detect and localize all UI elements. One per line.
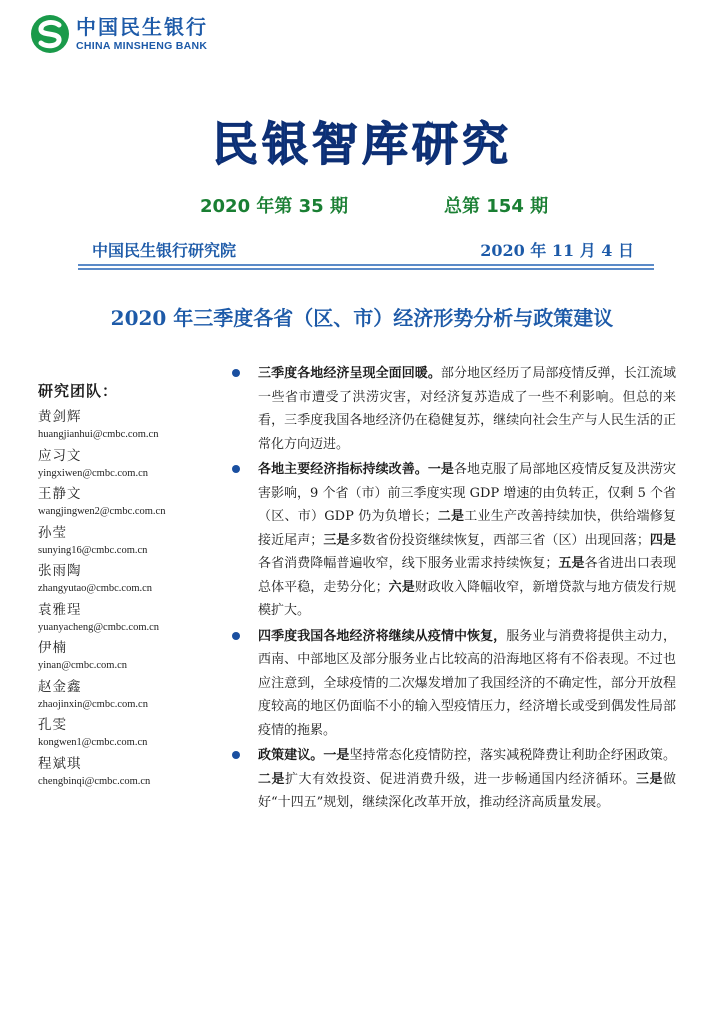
member-name: 孔雯 [38, 717, 67, 733]
masthead-title: 民银智库研究 [212, 117, 512, 171]
team-member [38, 754, 218, 793]
member-name: 赵金鑫 [38, 678, 82, 695]
bullet-emphasis: 四季度我国各地经济将继续从疫情中恢复， [258, 628, 507, 644]
bullet-emphasis: 各地主要经济指标持续改善。 [258, 462, 428, 477]
bullet-body: 服务业与消费将提供主动力，西南、中部地区及部分服务业占比较高的沿海地区将有不俗表现。不过也应注意到，全球疫情的二次爆发增加了我国经济的不确定性，部分开放程度较高的地区仍面临不小的输入型疫情压力，经济增长或受到偶发性局部疫情的拖累。 [258, 628, 676, 738]
issue-number: 2020 年第 35 期 [200, 196, 348, 217]
member-email[interactable]: zhangyutao@cmbc.com.cn [38, 583, 153, 594]
summary-bullet [232, 744, 676, 815]
bullet-emphasis: 五是 [558, 556, 585, 571]
bullet-text [258, 362, 676, 456]
team-member [38, 677, 218, 716]
member-email[interactable]: zhaojinxin@cmbc.com.cn [38, 698, 148, 710]
member-name: 应习文 [38, 447, 82, 464]
member-name: 孙莹 [38, 524, 67, 541]
member-name: 张雨陶 [38, 563, 82, 579]
team-member [38, 407, 218, 446]
member-name: 黄剑辉 [38, 409, 82, 425]
team-list [38, 407, 218, 792]
bullet-emphasis: 三是 [323, 532, 350, 548]
member-email[interactable]: chengbinqi@cmbc.com.cn [38, 775, 151, 787]
member-name: 程斌琪 [38, 755, 82, 772]
summary-bullet [232, 625, 676, 743]
bullet-dot-icon [232, 632, 240, 640]
bullet-emphasis: 一是 [323, 748, 350, 763]
bank-name-cn: 中国民生银行 [76, 14, 208, 39]
member-email[interactable]: yuanyacheng@cmbc.com.cn [38, 621, 160, 633]
bank-logo [30, 14, 208, 54]
header-divider [78, 264, 654, 266]
team-member [38, 638, 218, 677]
institute-row [78, 238, 654, 260]
team-member [38, 600, 218, 639]
issue-total: 总第 154 期 [444, 196, 549, 217]
team-member [38, 561, 218, 600]
bullet-text [258, 458, 676, 623]
bank-logo-icon [30, 14, 70, 54]
bullet-body: 各省消费降幅普遍收窄，线下服务业需求持续恢复； [258, 556, 559, 571]
member-email[interactable]: yinan@cmbc.com.cn [38, 660, 127, 671]
bullet-emphasis: 政策建议。 [258, 748, 324, 763]
institute-name: 中国民生银行研究院 [92, 241, 237, 260]
bullet-emphasis: 二是 [437, 509, 465, 524]
bullet-body: 做好“十四五”规划，继续深化改革开放，推动经济高质量发展。 [258, 771, 676, 810]
bullet-body: 各地克服了局部地区疫情反复及洪涝灾害影响，9 个省（市）前三季度实现 GDP 增速的由负转正，仅剩 5 个省（区、市）GDP 仍为负增长； [258, 462, 676, 524]
team-member [38, 715, 218, 754]
research-team [38, 380, 218, 792]
header-divider [78, 268, 654, 270]
team-member [38, 484, 218, 523]
team-member [38, 446, 218, 485]
bullet-emphasis: 三是 [635, 771, 663, 787]
member-email[interactable]: wangjingwen2@cmbc.com.cn [38, 506, 166, 517]
member-email[interactable]: huangjianhui@cmbc.com.cn [38, 429, 159, 440]
member-name: 伊楠 [38, 640, 67, 656]
team-title: 研究团队： [38, 382, 119, 400]
member-email[interactable]: yingxiwen@cmbc.com.cn [38, 467, 148, 479]
summary-bullet [232, 362, 676, 456]
bullet-body: 部分地区经历了局部疫情反弹，长江流域一些省市遭受了洪涝灾害，对经济复苏造成了一些不利影响。但总的来看，三季度我国各地经济仍在稳健复苏，继续向社会生产与人民生活的正常化方向迈进。 [258, 366, 676, 452]
bullet-dot-icon [232, 751, 240, 759]
bullet-body: 财政收入降幅收窄，新增贷款与地方债发行规模扩大。 [258, 579, 676, 618]
bullet-body: 扩大有效投资、促进消费升级，进一步畅通国内经济循环。 [285, 771, 636, 787]
bullet-body: 坚持常态化疫情防控，落实减税降费让利助企纾困政策。 [349, 748, 676, 763]
bank-name-en: CHINA MINSHENG BANK [76, 39, 208, 52]
member-email[interactable]: kongwen1@cmbc.com.cn [38, 737, 148, 748]
bullet-dot-icon [232, 465, 240, 473]
team-member [38, 523, 218, 562]
member-email[interactable]: sunying16@cmbc.com.cn [38, 544, 148, 556]
publish-date: 2020 年 11 月 4 日 [480, 241, 634, 260]
member-name: 王静文 [38, 486, 82, 502]
summary-bullet [232, 458, 676, 623]
bullet-body: 工业生产改善持续加快，供给端修复接近尾声； [258, 509, 676, 548]
bullet-text [258, 625, 676, 743]
bullet-body: 多数省份投资继续恢复，西部三省（区）出现回落； [349, 532, 650, 548]
bullet-emphasis: 一是 [427, 462, 454, 477]
bullet-dot-icon [232, 369, 240, 377]
bullet-text [258, 744, 676, 815]
summary-bullets [232, 362, 676, 817]
bullet-emphasis: 六是 [388, 579, 415, 595]
bullet-body: 各省进出口表现总体平稳，走势分化； [258, 556, 676, 595]
member-name: 袁雅珵 [38, 601, 82, 618]
report-headline: 2020 年三季度各省（区、市）经济形势分析与政策建议 [110, 306, 614, 330]
bullet-emphasis: 四是 [649, 532, 676, 548]
bullet-emphasis: 三季度各地经济呈现全面回暖。 [258, 366, 441, 381]
bullet-emphasis: 二是 [258, 771, 285, 787]
